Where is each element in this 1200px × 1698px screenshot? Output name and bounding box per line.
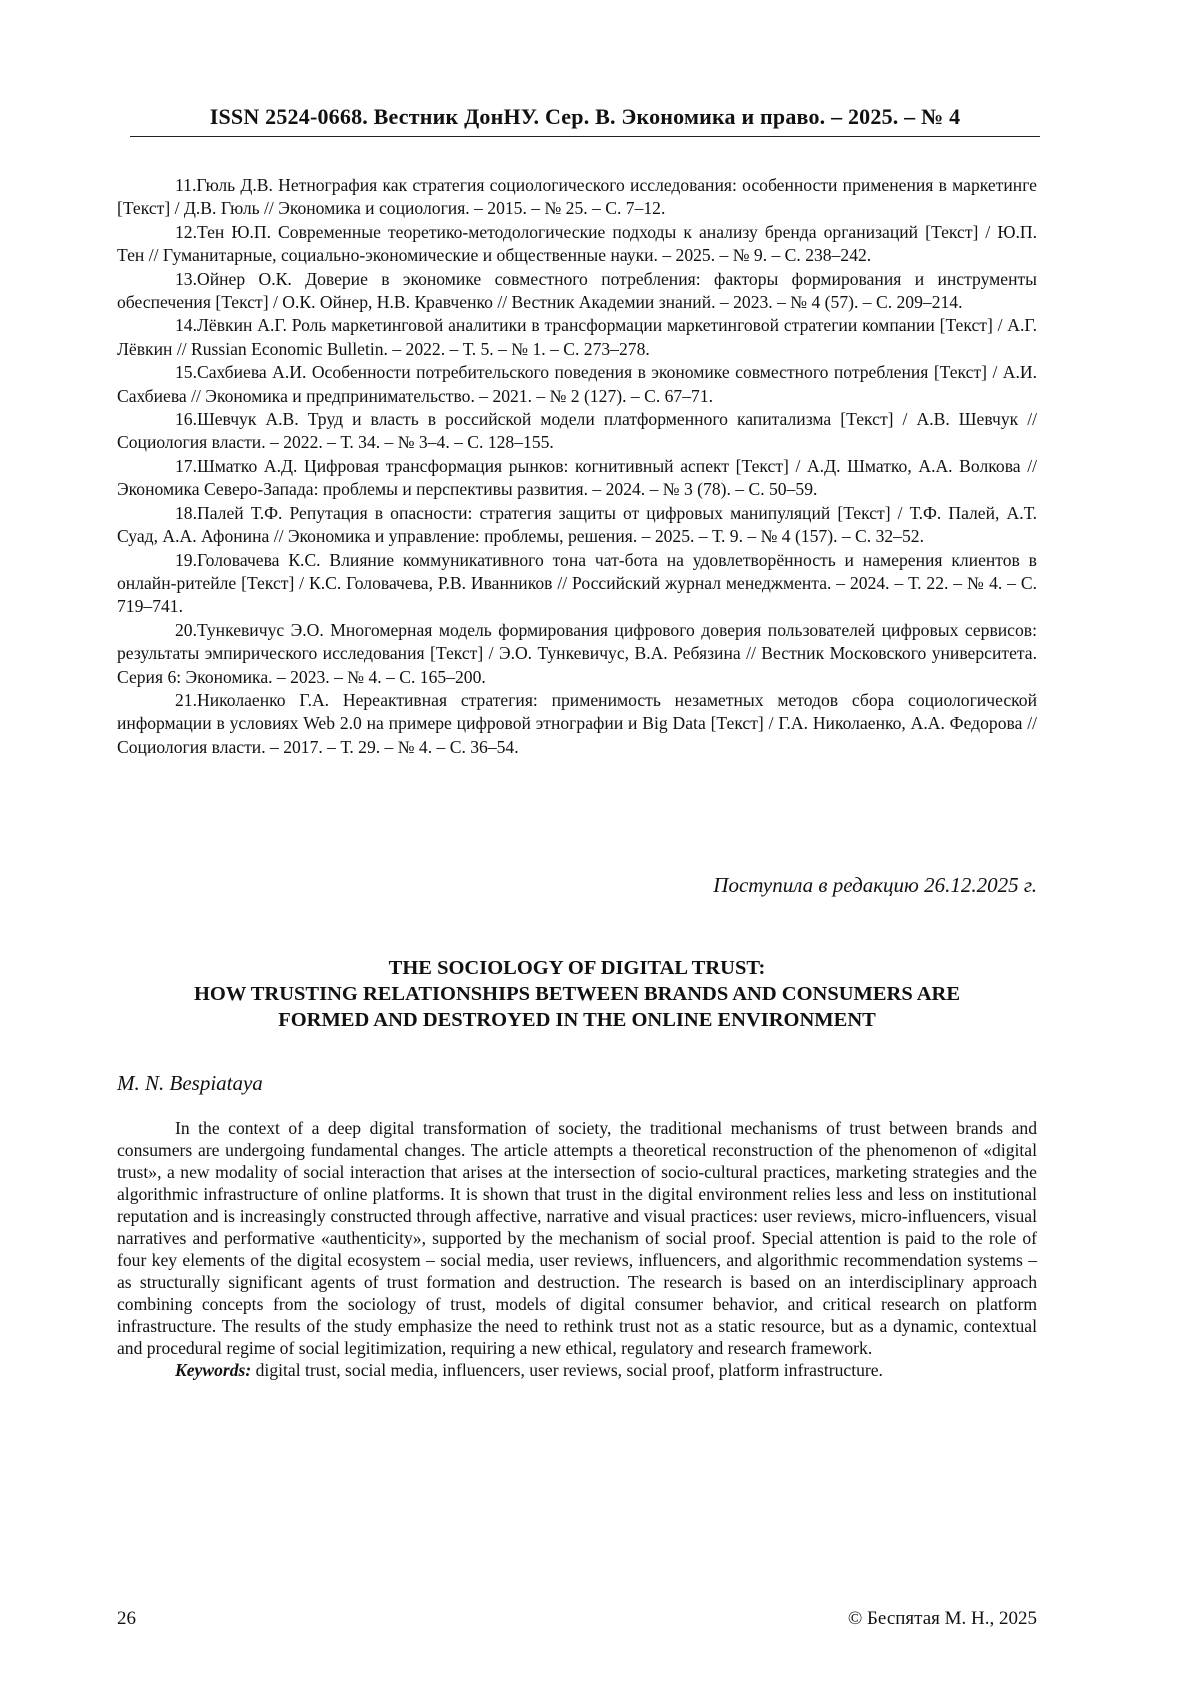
reference-item xyxy=(117,689,1037,759)
reference-text: Сахбиева А.И. Особенности потребительского поведения в экономике совместного потребления [Текст] / А.И. Сахбиева // Экономика и предпринимательство. – 2021. – № 2 (127). – С. 67–71. xyxy=(117,362,1037,406)
keywords-list: digital trust, social media, influencers, user reviews, social proof, platform infrastructure. xyxy=(251,1360,883,1380)
reference-text: Тункевичус Э.О. Многомерная модель формирования цифрового доверия пользователей цифровых сервисов: результаты эмпирического исследования [Текст] / Э.О. Тункевичус, В.А. Ребязина // Вестник Московского университета. Серия 6: Экономика. – 2023. – № 4. – С. 165–200. xyxy=(117,619,1037,687)
reference-number: 18. xyxy=(175,502,197,523)
page-number: 26 xyxy=(117,1608,136,1629)
reference-text: Николаенко Г.А. Нереактивная стратегия: применимость незаметных методов сбора социологической информации в условиях Web 2.0 на примере цифровой этнографии и Big Data [Текст] / Г.А. Николаенко, А.А. Федорова // Социология власти. – 2017. – Т. 29. – № 4. – С. 36–54. xyxy=(117,689,1037,757)
header-divider xyxy=(130,136,1040,137)
reference-item xyxy=(117,549,1037,619)
reference-text: Гюль Д.В. Нетнография как стратегия социологического исследования: особенности применения в маркетинге [Текст] / Д.В. Гюль // Экономика и социология. – 2015. – № 25. – С. 7–12. xyxy=(117,175,1037,219)
reference-number: 15. xyxy=(175,362,197,383)
reference-item xyxy=(117,502,1037,549)
reference-number: 14. xyxy=(175,315,197,336)
reference-item xyxy=(117,314,1037,361)
abstract-text: In the context of a deep digital transformation of society, the traditional mechanisms of trust between brands and consumers are undergoing fundamental changes. The article attempts a theoretical reconstruction of the phenomenon of «digital trust», a new modality of social interaction that arises at the intersection of socio-cultural practices, marketing strategies and the algorithmic infrastructure of online platforms. It is shown that trust in the digital environment relies less and less on institutional reputation and is increasingly constructed through affective, narrative and visual practices: user reviews, micro-influencers, visual narratives and performative «authenticity», supported by the mechanism of social proof. Special attention is paid to the role of four key elements of the digital ecosystem – social media, user reviews, influencers, and algorithmic recommendation systems – as structurally significant agents of trust formation and destruction. The research is based on an interdisciplinary approach combining concepts from the sociology of trust, models of digital consumer behavior, and critical research on platform infrastructure. The results of the study emphasize the need to rethink trust not as a static resource, but as a dynamic, contextual and procedural regime of social legitimization, requiring a new ethical, regulatory and research framework. xyxy=(117,1118,1037,1358)
reference-text: Тен Ю.П. Современные теоретико-методологические подходы к анализу бренда организаций [Текст] / Ю.П. Тен // Гуманитарные, социально-экономические и общественные науки. – 2025. – № 9. – С. 238–242. xyxy=(117,221,1037,266)
reference-item xyxy=(117,221,1037,268)
reference-text: Головачева К.С. Влияние коммуникативного тона чат-бота на удовлетворённость и намерения клиентов в онлайн-ритейле [Текст] / К.С. Головачева, Р.В. Иванников // Российский журнал менеджмента. – 2024. – Т. 22. – № 4. – С. 719–741. xyxy=(117,549,1037,617)
reference-item xyxy=(117,455,1037,502)
reference-item xyxy=(117,619,1037,689)
reference-text: Палей Т.Ф. Репутация в опасности: стратегия защиты от цифровых манипуляций [Текст] / Т.Ф. Палей, А.Т. Суад, А.А. Афонина // Экономика и управление: проблемы, решения. – 2025. – Т. 9. – № 4 (157). – С. 32–52. xyxy=(117,502,1037,547)
article-title xyxy=(117,955,1037,1033)
reference-list xyxy=(117,174,1037,759)
reference-text: Ойнер О.К. Доверие в экономике совместного потребления: факторы формирования и инструменты обеспечения [Текст] / О.К. Ойнер, Н.В. Кравченко // Вестник Академии знаний. – 2023. – № 4 (57). – С. 209–214. xyxy=(117,268,1037,313)
reference-number: 17. xyxy=(175,455,197,476)
reference-number: 16. xyxy=(175,409,197,430)
running-header: ISSN 2524-0668. Вестник ДонНУ. Сер. В. Экономика и право. – 2025. – № 4 xyxy=(209,104,961,129)
reference-number: 13. xyxy=(175,268,197,289)
author-name: M. N. Bespiataya xyxy=(117,1071,263,1095)
reference-number: 19. xyxy=(175,549,197,570)
copyright: © Беспятая М. Н., 2025 xyxy=(847,1608,1037,1629)
reference-number: 21. xyxy=(175,689,197,710)
keywords xyxy=(117,1359,1037,1381)
reference-number: 11. xyxy=(175,175,197,195)
reference-text: Лёвкин А.Г. Роль маркетинговой аналитики в трансформации маркетинговой стратегии компании [Текст] / А.Г. Лёвкин // Russian Economic Bulletin. – 2022. – Т. 5. – № 1. – С. 273–278. xyxy=(117,315,1037,359)
reference-item xyxy=(117,268,1037,315)
reference-item xyxy=(117,174,1037,221)
keywords-label: Keywords: xyxy=(175,1360,252,1380)
title-line: HOW TRUSTING RELATIONSHIPS BETWEEN BRANDS AND CONSUMERS ARE xyxy=(193,983,961,1005)
reference-item xyxy=(117,408,1037,455)
reference-text: Шевчук А.В. Труд и власть в российской модели платформенного капитализма [Текст] / А.В. Шевчук // Социология власти. – 2022. – Т. 34. – № 3–4. – С. 128–155. xyxy=(117,409,1037,453)
reference-number: 12. xyxy=(175,221,197,242)
received-date: Поступила в редакцию 26.12.2025 г. xyxy=(713,873,1037,897)
abstract xyxy=(117,1117,1037,1381)
reference-item xyxy=(117,361,1037,408)
reference-text: Шматко А.Д. Цифровая трансформация рынков: когнитивный аспект [Текст] / А.Д. Шматко, А.А. Волкова // Экономика Северо-Запада: проблемы и перспективы развития. – 2024. – № 3 (78). – С. 50–59. xyxy=(117,455,1037,500)
title-line: FORMED AND DESTROYED IN THE ONLINE ENVIRONMENT xyxy=(278,1009,876,1031)
title-line: THE SOCIOLOGY OF DIGITAL TRUST: xyxy=(388,957,766,979)
reference-number: 20. xyxy=(175,619,197,640)
